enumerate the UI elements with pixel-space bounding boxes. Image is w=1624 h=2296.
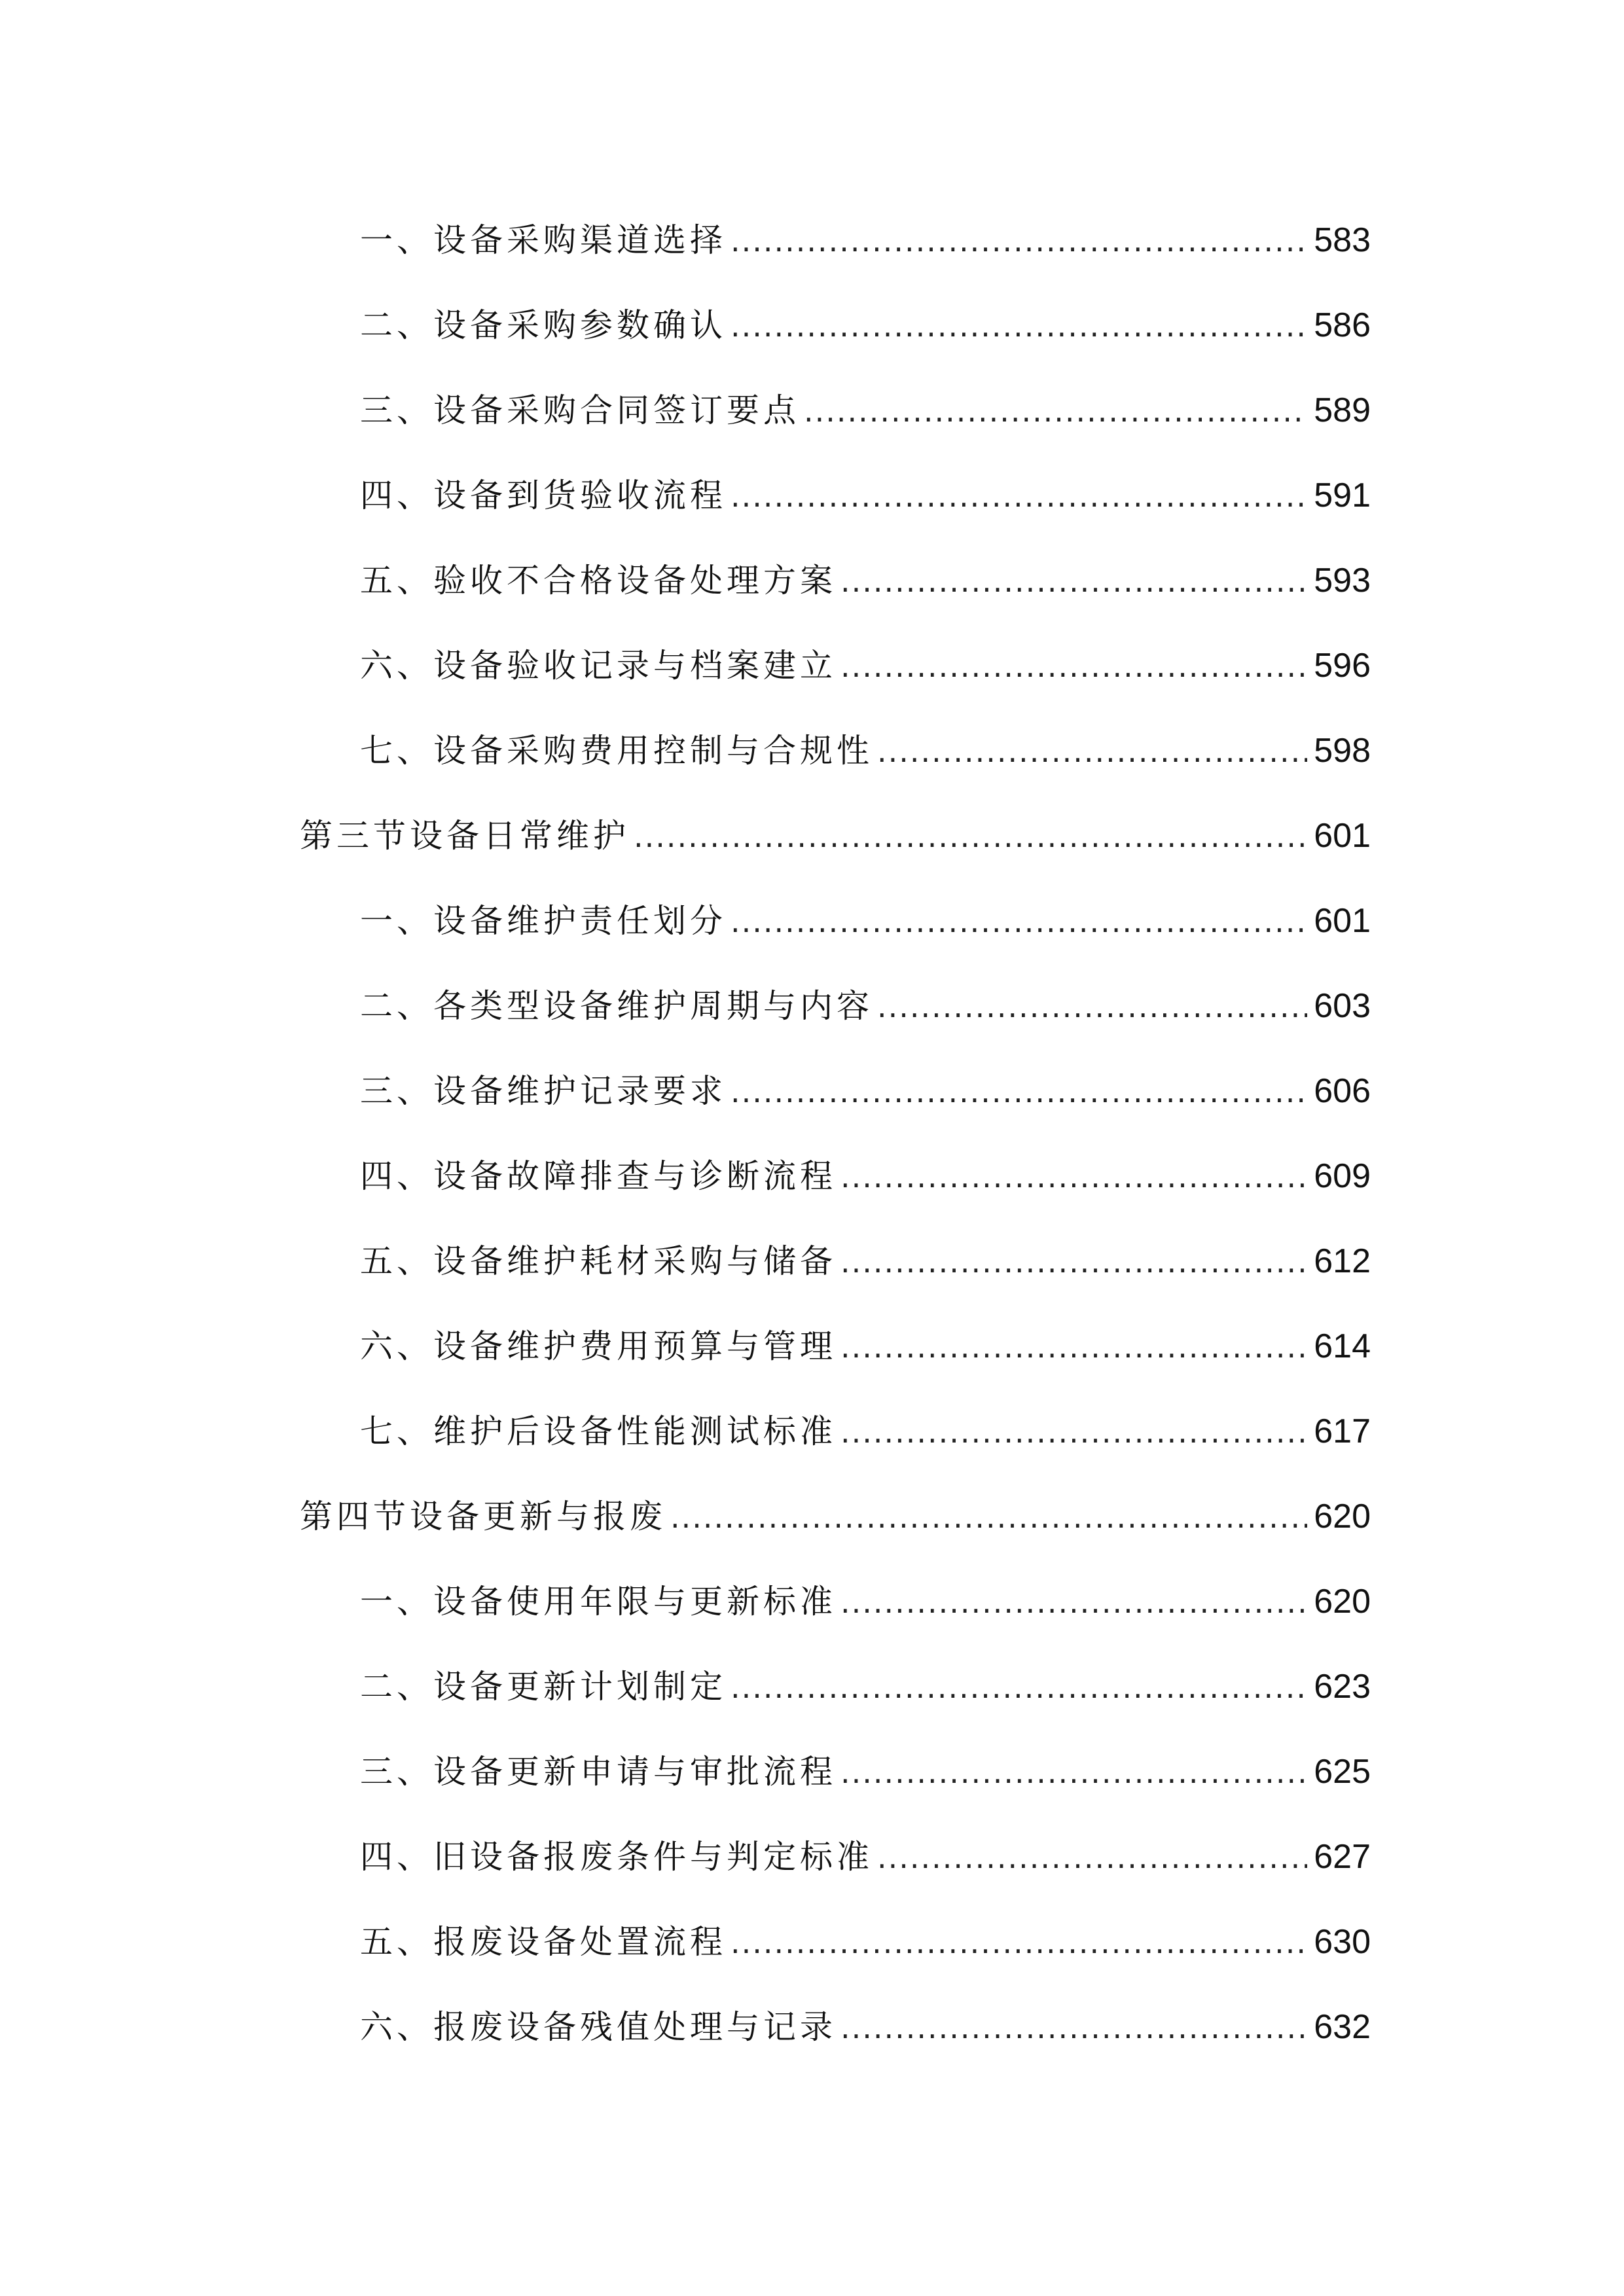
toc-page-number: 603 <box>1314 987 1371 1025</box>
toc-dot-leader <box>840 1318 1307 1376</box>
toc-dot-leader <box>840 1232 1307 1291</box>
toc-page-number: 620 <box>1314 1583 1371 1621</box>
toc-entry-title: 三、设备维护记录要求 <box>360 1072 727 1110</box>
toc-entry-title: 六、设备维护费用预算与管理 <box>360 1327 837 1365</box>
toc-subsection-entry[interactable] <box>300 1657 1371 1742</box>
toc-entry-title: 第三节设备日常维护 <box>300 817 630 855</box>
toc-page-number: 589 <box>1314 391 1371 429</box>
toc-entry-title: 一、设备使用年限与更新标准 <box>360 1583 837 1621</box>
toc-section-entry[interactable] <box>300 806 1371 891</box>
toc-subsection-entry[interactable] <box>300 211 1371 296</box>
toc-dot-leader <box>877 977 1307 1036</box>
toc-dot-leader <box>840 1573 1307 1632</box>
toc-page-number: 609 <box>1314 1157 1371 1195</box>
toc-page-number: 632 <box>1314 2008 1371 2046</box>
toc-page-number: 623 <box>1314 1668 1371 1706</box>
toc-page-number: 617 <box>1314 1412 1371 1450</box>
toc-dot-leader <box>731 1913 1307 1972</box>
toc-dot-leader <box>670 1488 1307 1547</box>
toc-entry-title: 六、设备验收记录与档案建立 <box>360 647 837 685</box>
toc-subsection-entry[interactable] <box>300 1402 1371 1487</box>
toc-page-number: 614 <box>1314 1327 1371 1365</box>
toc-entry-title: 三、设备采购合同签订要点 <box>360 391 800 429</box>
toc-dot-leader <box>840 1403 1307 1462</box>
toc-subsection-entry[interactable] <box>300 1317 1371 1402</box>
table-of-contents <box>300 211 1371 2083</box>
toc-entry-title: 七、设备采购费用控制与合规性 <box>360 732 873 770</box>
toc-page-number: 586 <box>1314 306 1371 344</box>
toc-page-number: 601 <box>1314 817 1371 855</box>
toc-dot-leader <box>804 382 1307 440</box>
toc-dot-leader <box>877 722 1307 781</box>
toc-page-number: 630 <box>1314 1923 1371 1961</box>
toc-entry-title: 六、报废设备残值处理与记录 <box>360 2008 837 2046</box>
toc-page-number: 601 <box>1314 902 1371 940</box>
toc-dot-leader <box>731 1062 1307 1121</box>
toc-subsection-entry[interactable] <box>300 1147 1371 1232</box>
toc-section-entry[interactable] <box>300 1487 1371 1572</box>
toc-subsection-entry[interactable] <box>300 1827 1371 1912</box>
toc-subsection-entry[interactable] <box>300 551 1371 636</box>
toc-entry-title: 五、验收不合格设备处理方案 <box>360 562 837 600</box>
toc-page-number: 598 <box>1314 732 1371 770</box>
toc-page-number: 625 <box>1314 1753 1371 1791</box>
toc-subsection-entry[interactable] <box>300 296 1371 381</box>
toc-dot-leader <box>840 637 1307 696</box>
toc-entry-title: 四、设备故障排查与诊断流程 <box>360 1157 837 1195</box>
toc-subsection-entry[interactable] <box>300 636 1371 721</box>
toc-entry-title: 二、各类型设备维护周期与内容 <box>360 987 873 1025</box>
toc-subsection-entry[interactable] <box>300 977 1371 1062</box>
toc-dot-leader <box>877 1828 1307 1887</box>
toc-entry-title: 四、设备到货验收流程 <box>360 476 727 514</box>
toc-subsection-entry[interactable] <box>300 1232 1371 1317</box>
toc-subsection-entry[interactable] <box>300 891 1371 977</box>
toc-entry-title: 一、设备采购渠道选择 <box>360 221 727 259</box>
toc-subsection-entry[interactable] <box>300 1742 1371 1827</box>
toc-subsection-entry[interactable] <box>300 721 1371 806</box>
toc-page-number: 593 <box>1314 562 1371 600</box>
toc-page-number: 583 <box>1314 221 1371 259</box>
toc-dot-leader <box>731 211 1307 270</box>
toc-dot-leader <box>840 1147 1307 1206</box>
toc-dot-leader <box>840 1743 1307 1802</box>
toc-page-number: 627 <box>1314 1838 1371 1876</box>
toc-subsection-entry[interactable] <box>300 1062 1371 1147</box>
toc-subsection-entry[interactable] <box>300 381 1371 466</box>
toc-subsection-entry[interactable] <box>300 1572 1371 1657</box>
toc-entry-title: 二、设备更新计划制定 <box>360 1668 727 1706</box>
toc-entry-title: 五、设备维护耗材采购与储备 <box>360 1242 837 1280</box>
toc-entry-title: 二、设备采购参数确认 <box>360 306 727 344</box>
toc-entry-title: 七、维护后设备性能测试标准 <box>360 1412 837 1450</box>
toc-subsection-entry[interactable] <box>300 1998 1371 2083</box>
toc-entry-title: 五、报废设备处置流程 <box>360 1923 727 1961</box>
toc-page-number: 591 <box>1314 476 1371 514</box>
toc-dot-leader <box>731 467 1307 526</box>
toc-subsection-entry[interactable] <box>300 1912 1371 1998</box>
toc-entry-title: 一、设备维护责任划分 <box>360 902 727 940</box>
toc-page-number: 606 <box>1314 1072 1371 1110</box>
toc-subsection-entry[interactable] <box>300 466 1371 551</box>
toc-dot-leader <box>731 1658 1307 1717</box>
toc-dot-leader <box>731 892 1307 951</box>
toc-entry-title: 三、设备更新申请与审批流程 <box>360 1753 837 1791</box>
toc-dot-leader <box>731 296 1307 355</box>
toc-page-number: 620 <box>1314 1498 1371 1535</box>
toc-entry-title: 第四节设备更新与报废 <box>300 1498 666 1535</box>
toc-entry-title: 四、旧设备报废条件与判定标准 <box>360 1838 873 1876</box>
toc-page-number: 612 <box>1314 1242 1371 1280</box>
toc-page-number: 596 <box>1314 647 1371 685</box>
toc-dot-leader <box>840 1998 1307 2057</box>
toc-dot-leader <box>840 552 1307 611</box>
toc-dot-leader <box>634 807 1307 866</box>
